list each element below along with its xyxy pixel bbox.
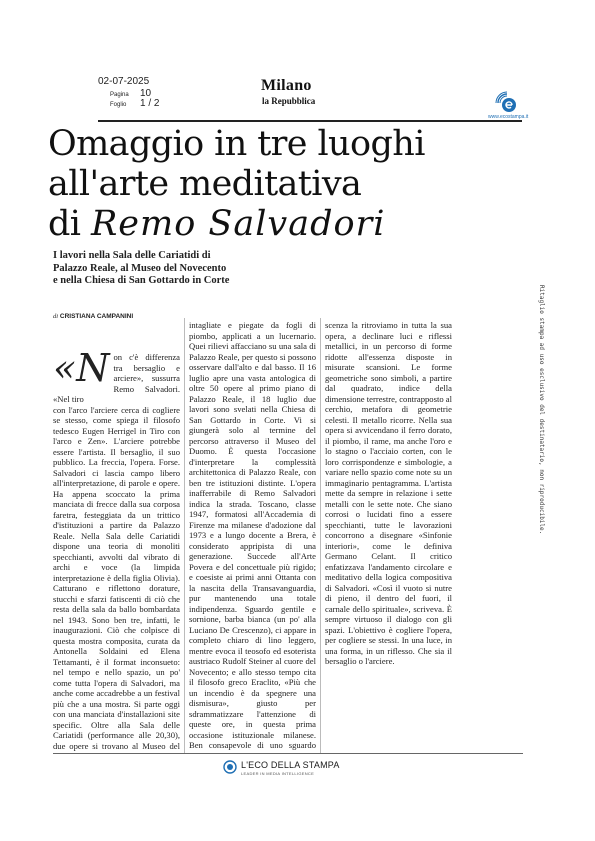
header-rule [98, 120, 522, 122]
article-column-1 [53, 352, 180, 752]
article-column-3: scenza la ritroviamo in tutta la sua opera, a declinare luci e riflessi metallici, in un percorso di forme ridotte all'essenza disposte in misurate scansioni. Le forme geometriche sono simboli, a partire dal quadrato, indice della dimensione terrestre, contrapposto al cerchio, metafora di geometrie celesti. Il metallo ricorre. Nella sua opera si avvicendano il ferro dorato, il piombo, il rame, ma anche l'oro e lo stagno o l'acciaio corten, con le loro corrispondenze e simbologie, a variare nello spazio come note su un immaginario pentagramma. L'artista mette da sempre in relazione i sette metalli con le sette note. Che siano corrosi o lucidati fino a essere specchianti, tutte le lavorazioni concorrono a disegnare «Sinfonie interiori», come le definiva Germano Celant. Il critico enfatizzava l'andamento circolare e meditativo della logica compositiva di Salvadori. «Così il vuoto si nutre di pieno, il dentro del fuori, il carnale dello spirituale», scriveva. È sempre virtuoso il dialogo con gli spazi. L'obiettivo è cogliere l'opera, per cogliere se stessi. In una luce, in una forma, in un riflesso. Che sia il bersaglio o l'arciere. [325, 320, 452, 666]
byline-prefix: di [53, 313, 59, 320]
dropcap: «N [53, 352, 110, 390]
article-date: 02-07-2025 [98, 76, 150, 87]
headline-line-1: Omaggio in tre luoghi [48, 124, 425, 164]
masthead-paper: la Repubblica [262, 96, 316, 106]
sheet-value: 1 / 2 [140, 98, 160, 109]
footer-brand-tagline: LEADER IN MEDIA INTELLIGENCE [241, 771, 315, 776]
page-label: Pagina [110, 92, 129, 98]
page-value: 10 [140, 88, 152, 99]
article-column-2: intagliate e piegate da fogli di piombo, applicati a un lucernario. Quei rilievi affacciano su una sala di Palazzo Reale, per questo si possono osservare dall'alto e dal basso. Il 16 luglio apre una vasta antologica di oltre 50 opere al primo piano di Palazzo Reale, il 18 luglio due lavori sono svelati nella Chiesa di San Gottardo in Corte. Vi si giungerà solo al termine del percorso attraverso il Museo del Duomo. È questa l'occasione d'interpretare la complessità architettonica di Palazzo Reale, con ben tre istituzioni distinte. L'opera inafferrabile di Remo Salvadori indica la strada. Toscano, classe 1947, formatosi all'Accademia di Firenze ma milanese d'adozione dal 1973 e a lungo docente a Brera, è considerato appripista di una generazione. Succede all'Arte Povera e del concettuale più rigido; e coesiste ai primi anni Ottanta con la nascita della Transavanguardia, pur mantenendo una totale indipendenza. Sguardo gentile e sornione, barba bianca (un po' alla Luciano De Crescenzo), ci appare in completo chiaro di lino leggero, mentre evoca il teosofo ed esoterista austriaco Rudolf Steiner al cuore del Novecento; e allo stesso tempo cita il filosofo greco Eraclito, «Più che un incendio è da spegnere una dismisura», giusto per sdrammatizzare l'attenzione di queste ore, in questa prima occasione istituzionale milanese. Ben consapevole di uno sguardo [189, 320, 316, 750]
footer-brand-name: L'ECO DELLA STAMPA [241, 760, 340, 770]
masthead-city: Milano [261, 77, 312, 94]
sheet-number-row [110, 98, 170, 109]
headline-line-3 [48, 204, 528, 244]
article-lead-text: on c'è differenza tra bersaglio e arciere», sussurra Remo Salvadori. «Nel tiro [53, 352, 180, 404]
eco-della-stampa-logo-icon [223, 760, 237, 774]
ecostampa-logo-icon [494, 90, 520, 116]
article-column-1-text: con l'arco l'arciere cerca di cogliere se stesso, come spiega il filosofo tedesco Eugen Herrigel in Tiro con l'arco e Zen». L'arciere potrebbe essere l'artista. Il bersaglio, il suo pubblico. La freccia, l'opera. Forse. Salvadori ci lascia campo libero all'interpretazione, di parole e opere. Ha appena scoccato la prima manciata di frecce dalla sua corposa faretra, festeggiata da un trittico d'istituzioni a partire da Palazzo Reale. Nella Sala delle Cariatidi dispone una teoria di monoliti specchianti, avvolti dal vibrato di archi e voce (la limpida interpretazione è della figlia Olivia). Catturano e riflettono dorature, stucchi e sfarzi fatiscenti di ciò che resta della sala da ballo bombardata nel 1943. Sono ben tre, infatti, le inaugurazioni. Ciò che colpisce di questa mostra composita, curata da Antonella Soldaini ed Elena Tettamanti, è il format inconsueto: nel tempo e nello spazio, un po' come tutta l'opera di Salvadori, ma anche come accadrebbe a un festival più che a una mostra. Si parte oggi con una manciata d'installazioni site specific. Oltre alla Sala delle Cariatidi (performance alle 20,30), due opere si trovano al Museo del [53, 404, 180, 751]
ecostampa-url: www.ecostampa.it [488, 114, 529, 120]
article-lead [53, 352, 180, 405]
subhead: I lavori nella Sala delle Cariatidi di Palazzo Reale, al Museo del Novecento e nella Chiesa di San Gottardo in Corte [53, 250, 230, 286]
column-divider [320, 318, 321, 754]
copyright-side-note-text: Ritaglio stampa ad uso esclusivo del destinatario, non riproducibile. [538, 285, 545, 535]
column-divider [184, 318, 185, 754]
byline-author: CRISTIANA CAMPANINI [59, 313, 134, 320]
headline-artist-name: Remo Salvadori [90, 204, 386, 244]
headline-prefix: di [48, 204, 91, 244]
sheet-label: Foglio [110, 102, 127, 108]
footer-rule [53, 753, 523, 754]
copyright-side-note [535, 285, 545, 605]
headline-line-2: all'arte meditativa [48, 164, 362, 204]
byline [53, 313, 133, 320]
